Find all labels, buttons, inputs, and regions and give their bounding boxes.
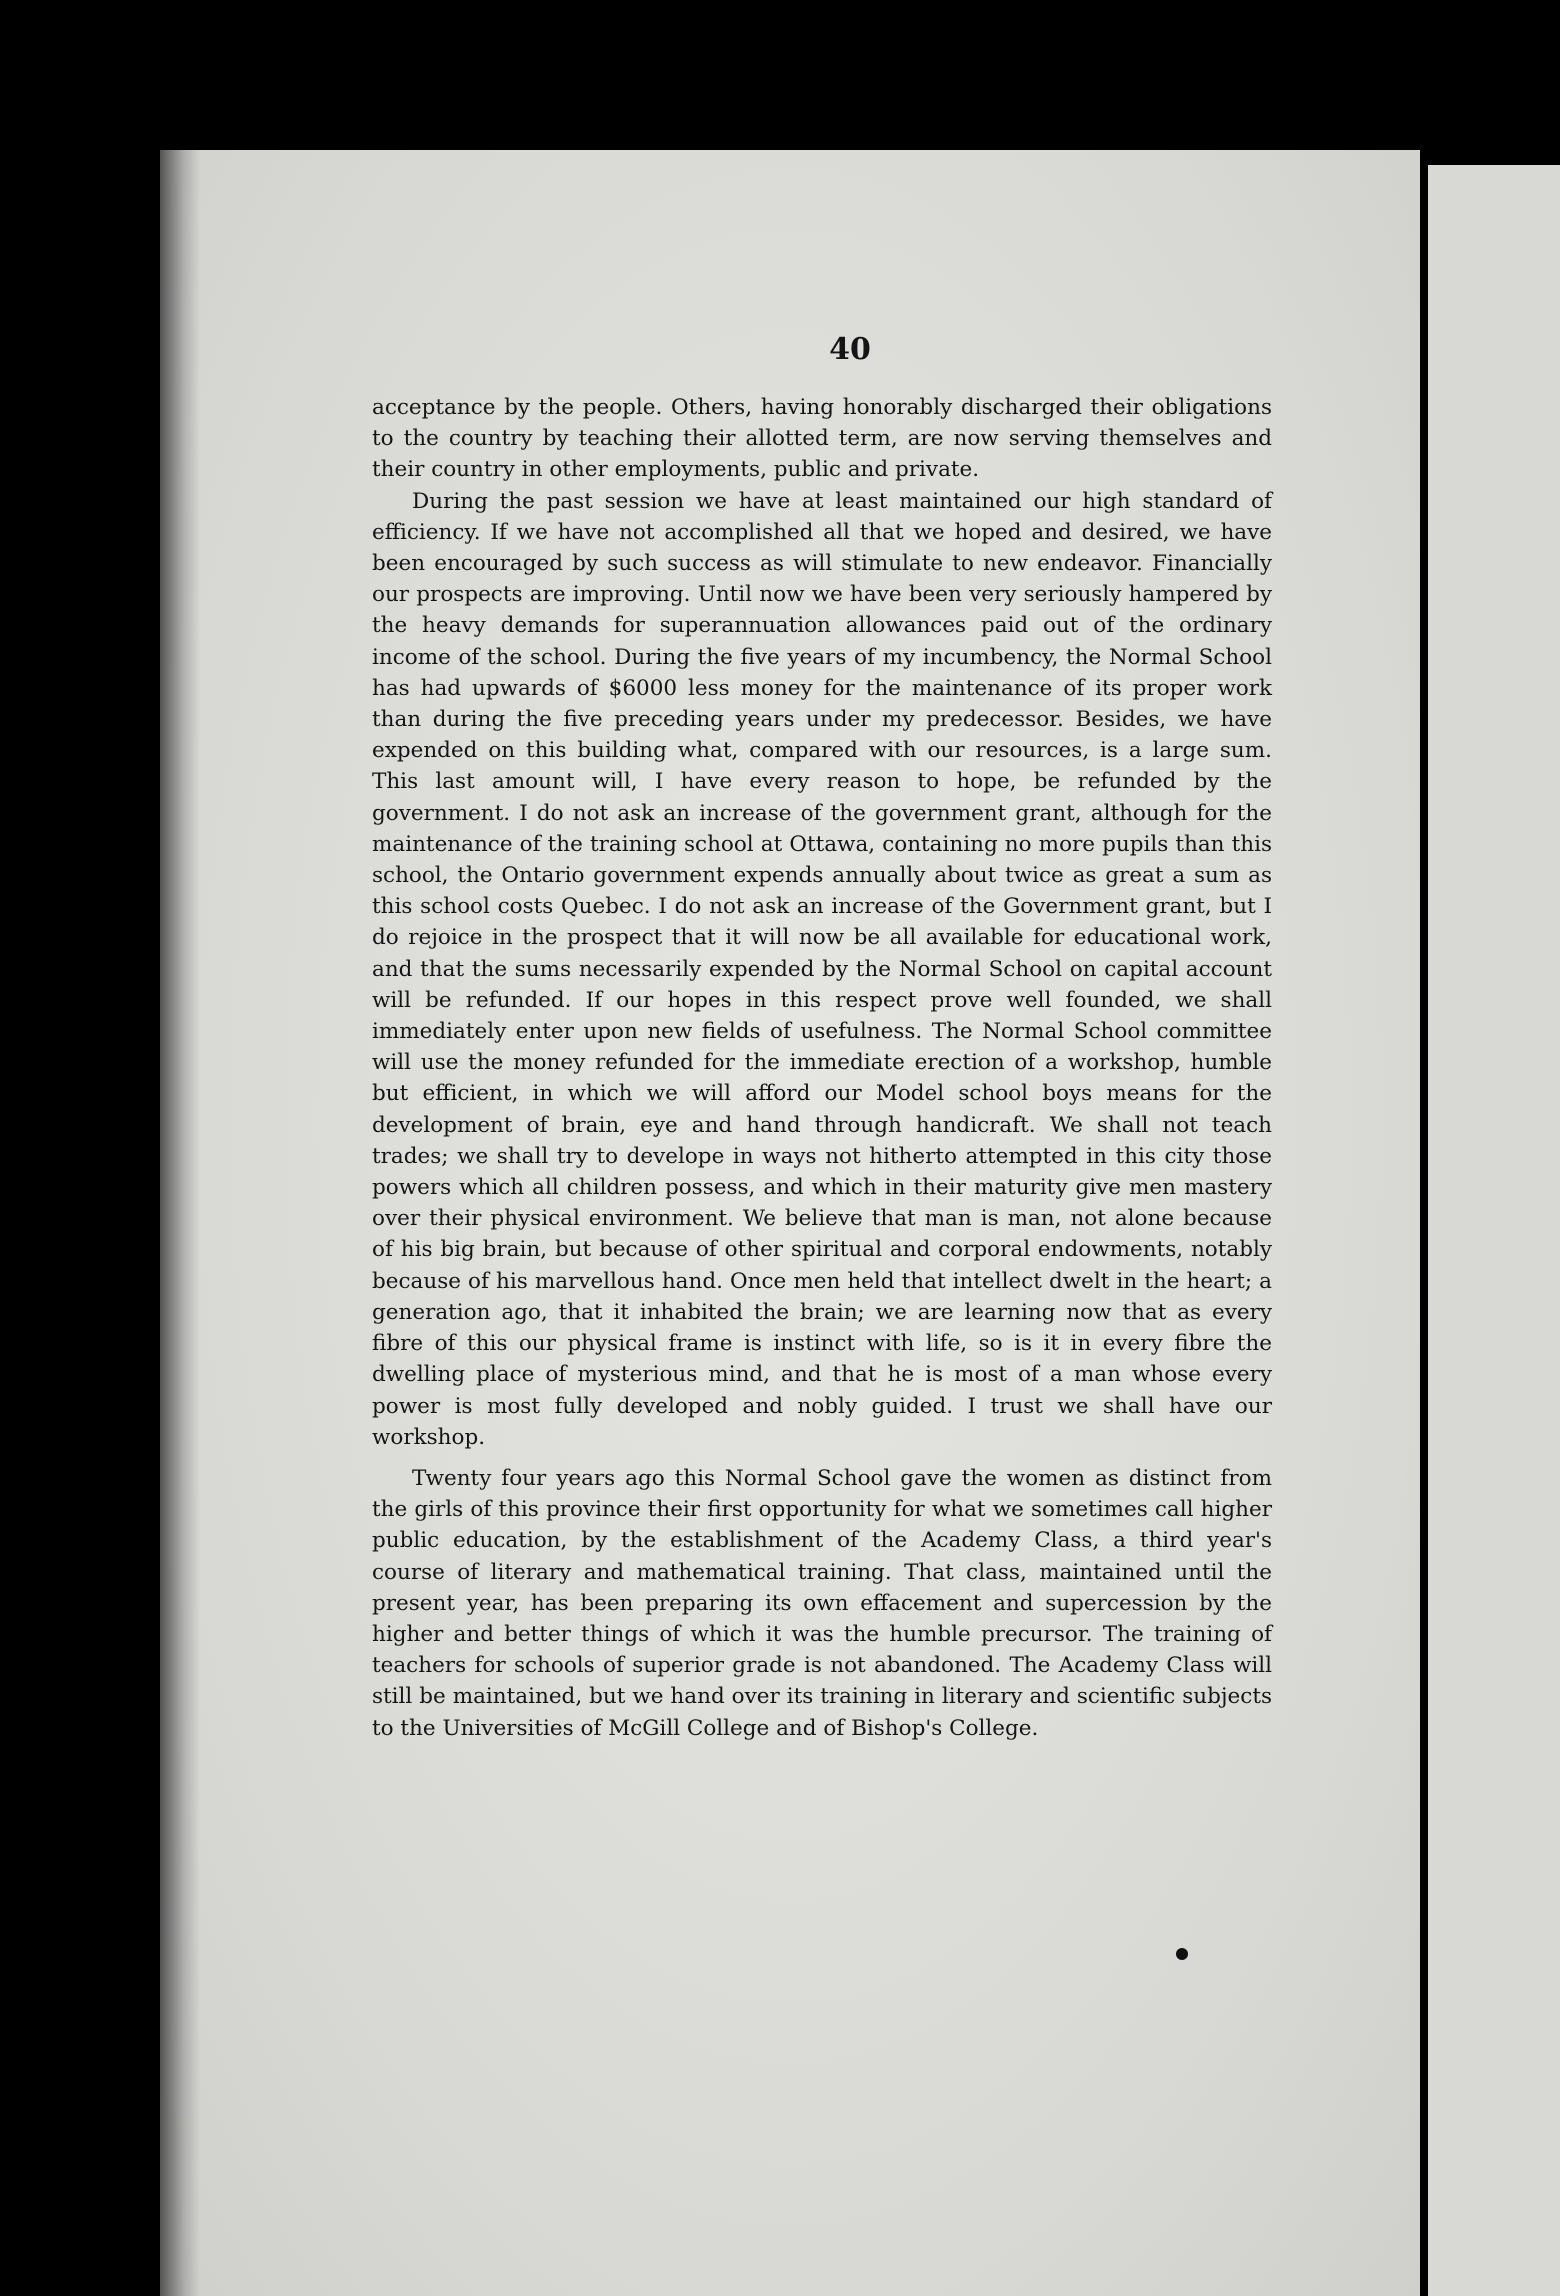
adjacent-page-edge	[1428, 165, 1560, 2296]
body-text	[372, 392, 1272, 1744]
ink-speck	[1176, 1948, 1188, 1960]
paragraph-3: Twenty four years ago this Normal School gave the women as distinct from the girls of this province their first opportunity for what we sometimes call higher public education, by the establishment of the Academy Class, a third year's course of literary and mathematical training. That class, maintained until the present year, has been preparing its own effacement and supercession by the higher and better things of which it was the humble precursor. The training of teachers for schools of superior grade is not abandoned. The Academy Class will still be maintained, but we hand over its training in literary and scientific subjects to the Universities of McGill College and of Bishop's College.	[372, 1465, 1272, 1741]
paragraph-2: During the past session we have at least maintained our high standard of efficiency. If we have not accomplished all that we hoped and desired, we have been encouraged by such success as will stimulate to new endeavor. Financially our prospects are improving. Until now we have been very seriously hampered by the heavy demands for superannuation allowances paid out of the ordinary income of the school. During the five years of my incumbency, the Normal School has had upwards of $6000 less money for the maintenance of its proper work than during the five preceding years under my predecessor. Besides, we have expended on this building what, compared with our resources, is a large sum. This last amount will, I have every reason to hope, be refunded by the government. I do not ask an increase of the government grant, although for the maintenance of the training school at Ottawa, containing no more pupils than this school, the Ontario government expends annually about twice as great a sum as this school costs Quebec. I do not ask an increase of the Government grant, but I do rejoice in the prospect that it will now be all available for educational work, and that the sums necessarily expended by the Normal School on capital account will be refunded. If our hopes in this respect prove well founded, we shall immediately enter upon new fields of usefulness. The Normal School committee will use the money refunded for the immediate erection of a workshop, humble but efficient, in which we will afford our Model school boys means for the development of brain, eye and hand through handicraft. We shall not teach trades; we shall try to develope in ways not hitherto attempted in this city those powers which all children possess, and which in their maturity give men mastery over their physical environment. We believe that man is man, not alone because of his big brain, but because of other spiritual and corporal endowments, notably because of his marvellous hand. Once men held that intellect dwelt in the heart; a generation ago, that it inhabited the brain; we are learning now that as every fibre of this our physical frame is instinct with life, so is it in every fibre the dwelling place of mysterious mind, and that he is most of a man whose every power is most fully developed and nobly guided. I trust we shall have our workshop.	[372, 488, 1272, 1450]
binding-shadow	[160, 150, 200, 2296]
paragraph-1: acceptance by the people. Others, having honorably discharged their obligations to the country by teaching their allotted term, are now serving themselves and their country in other employments, public and private.	[372, 395, 1272, 483]
spine-gap	[1420, 150, 1428, 2296]
page-number: 40	[829, 332, 871, 367]
